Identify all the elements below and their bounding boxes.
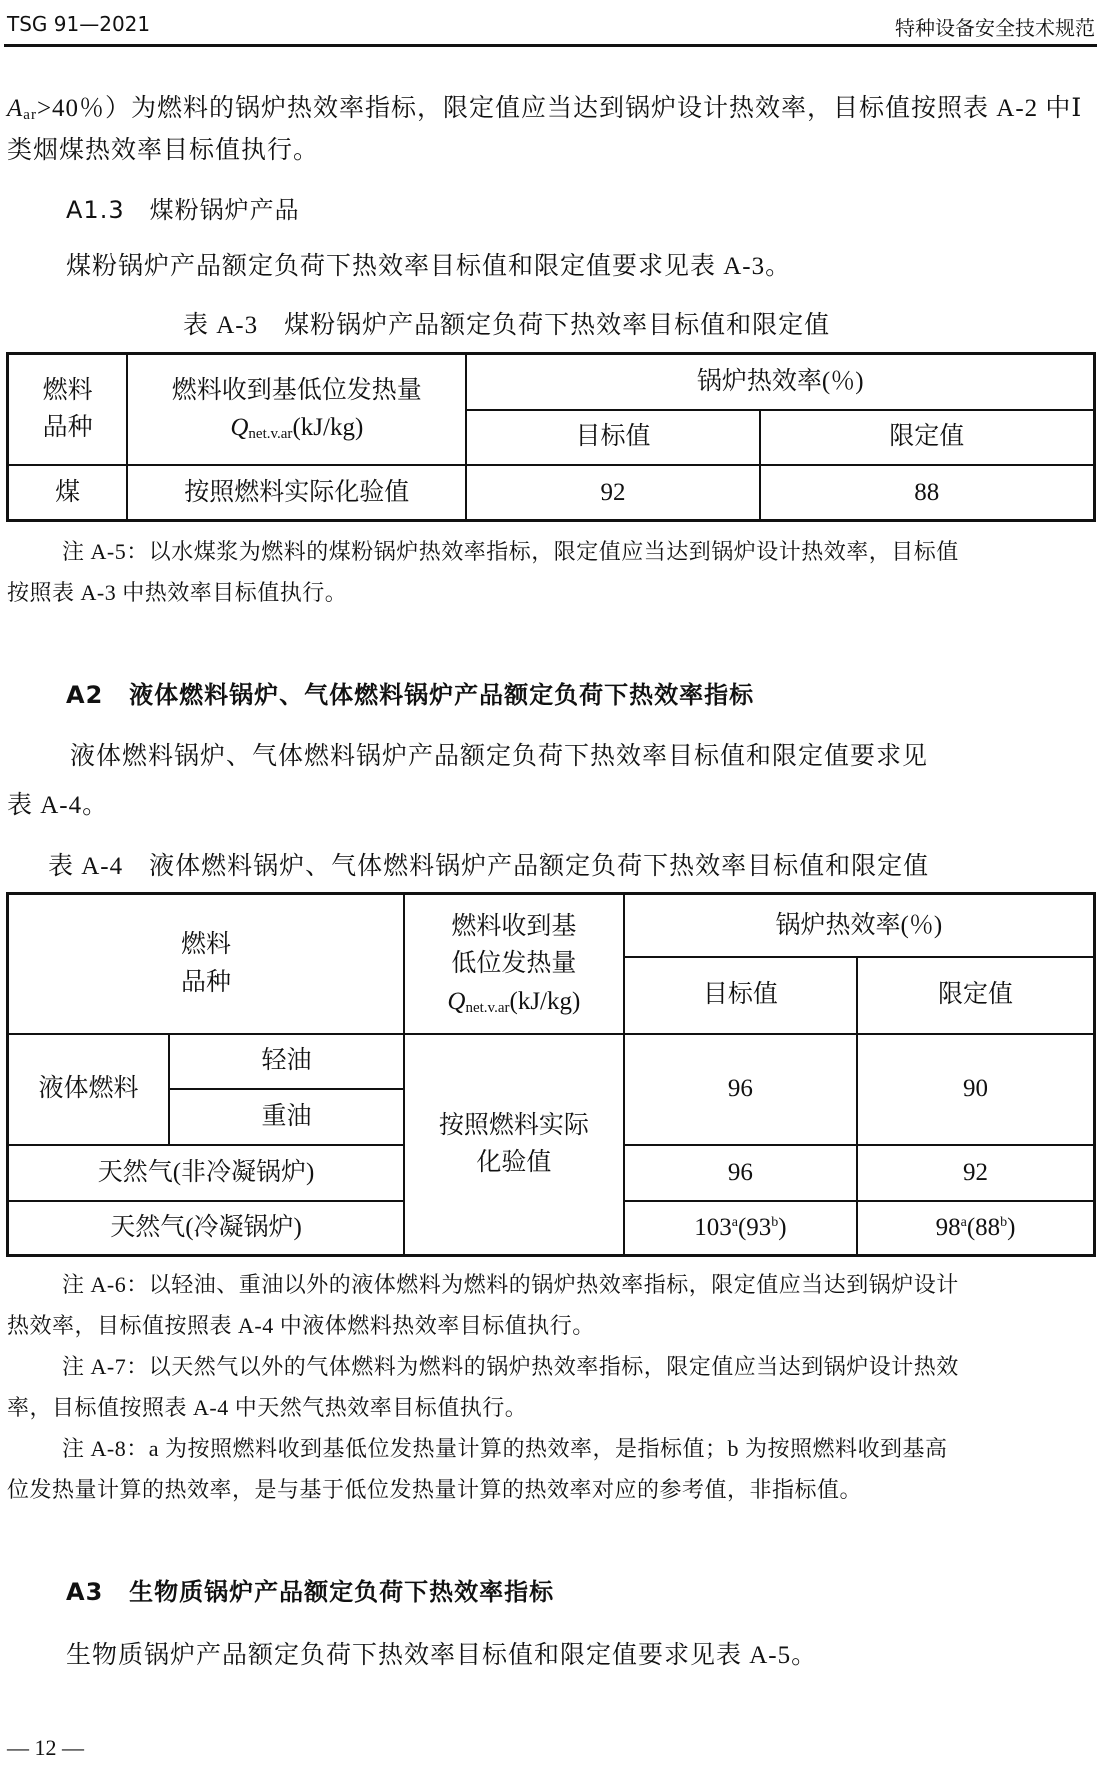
cell-fuel: 煤 xyxy=(8,465,128,521)
cell-fuel-heavy-oil: 重油 xyxy=(169,1089,404,1145)
header-fuel-type-line2: 品种 xyxy=(42,414,93,442)
note-a8-line1: 注 A-8：a 为按照燃料收到基低位发热量计算的热效率，是指标值；b 为按照燃料收到基高 xyxy=(62,1436,948,1461)
intro-line-1-text: >40％）为燃料的锅炉热效率指标，限定值应当达到锅炉设计热效率，目标值按照表 A-2 中Ⅰ xyxy=(36,95,1083,122)
ash-subscript: ar xyxy=(23,107,37,123)
limit-value: 98 xyxy=(935,1214,961,1241)
header-fuel-type-line1: 燃料 xyxy=(42,376,93,404)
cell-heat-merged xyxy=(404,1034,624,1256)
cell-fuel-ng-noncondensing: 天然气(非冷凝锅炉) xyxy=(8,1145,405,1201)
cell-heat-line2: 化验值 xyxy=(476,1149,552,1177)
header-target: 目标值 xyxy=(466,410,759,465)
header-heat-value-line2: 低位发热量 xyxy=(451,950,577,977)
table-row xyxy=(8,465,1095,521)
header-limit: 限定值 xyxy=(760,410,1095,465)
header-heat-symbol xyxy=(405,983,623,1021)
table-a3 xyxy=(6,352,1096,522)
header-fuel-type xyxy=(8,894,405,1034)
cell-fuel-ng-condensing: 天然气(冷凝锅炉) xyxy=(8,1201,405,1256)
header-target: 目标值 xyxy=(624,957,857,1034)
doc-code: TSG 91—2021 xyxy=(7,12,151,36)
cell-fuel-light-oil: 轻油 xyxy=(169,1034,404,1089)
target-alt: (93 xyxy=(737,1214,772,1241)
header-fuel-type-line2: 品种 xyxy=(181,968,232,996)
section-a2-title: 液体燃料锅炉、气体燃料锅炉产品额定负荷下热效率指标 xyxy=(129,681,755,709)
cell-target: 92 xyxy=(466,465,759,521)
cell-heat: 按照燃料实际化验值 xyxy=(127,465,466,521)
footnote-a: a xyxy=(731,1215,738,1230)
note-a5-line2: 按照表 A-3 中热效率目标值执行。 xyxy=(7,580,348,605)
paren-close: ) xyxy=(778,1214,787,1241)
note-a6-line2: 热效率，目标值按照表 A-4 中液体燃料热效率目标值执行。 xyxy=(7,1313,595,1338)
footnote-b: b xyxy=(771,1215,779,1230)
table-a4-caption: 表 A-4 液体燃料锅炉、气体燃料锅炉产品额定负荷下热效率目标值和限定值 xyxy=(48,853,930,880)
q-symbol: Q xyxy=(230,414,249,442)
header-efficiency: 锅炉热效率(％) xyxy=(466,354,1094,410)
section-a2-heading xyxy=(66,675,754,710)
section-a3-title: 生物质锅炉产品额定负荷下热效率指标 xyxy=(129,1578,555,1606)
limit-alt: (88 xyxy=(966,1214,1001,1241)
cell-liquid-group: 液体燃料 xyxy=(8,1034,169,1145)
section-a2-paragraph-line1: 液体燃料锅炉、气体燃料锅炉产品额定负荷下热效率目标值和限定值要求见 xyxy=(70,743,929,770)
header-efficiency: 锅炉热效率(％) xyxy=(624,894,1095,957)
page-number: — 12 — xyxy=(7,1735,84,1760)
intro-line-1 xyxy=(7,88,1082,124)
intro-line-2: 类烟煤热效率目标值执行。 xyxy=(7,137,320,164)
header-fuel-type xyxy=(8,354,128,465)
cell-limit: 88 xyxy=(760,465,1095,521)
header-heat-value-label: 燃料收到基低位发热量 xyxy=(171,376,422,404)
header-fuel-type-line1: 燃料 xyxy=(181,931,232,959)
section-a3-number: A3 xyxy=(66,1578,104,1606)
cell-liquid-limit: 90 xyxy=(857,1034,1094,1145)
section-a3-paragraph: 生物质锅炉产品额定负荷下热效率目标值和限定值要求见表 A-5。 xyxy=(66,1642,818,1669)
doc-series-title: 特种设备安全技术规范 xyxy=(895,16,1095,40)
table-row xyxy=(8,1034,1095,1089)
header-heat-value xyxy=(404,894,624,1034)
heat-unit: (kJ/kg) xyxy=(509,987,581,1015)
footnote-a: a xyxy=(960,1215,967,1230)
note-a6-line1: 注 A-6：以轻油、重油以外的液体燃料为燃料的锅炉热效率指标，限定值应当达到锅炉设计 xyxy=(62,1272,959,1297)
note-a7-line1: 注 A-7：以天然气以外的气体燃料为燃料的锅炉热效率指标，限定值应当达到锅炉设计热效 xyxy=(62,1354,959,1379)
section-a2-paragraph-line2: 表 A-4。 xyxy=(7,792,109,819)
section-a13-paragraph: 煤粉锅炉产品额定负荷下热效率目标值和限定值要求见表 A-3。 xyxy=(66,253,792,280)
table-a4 xyxy=(6,892,1096,1257)
target-value: 103 xyxy=(694,1214,732,1241)
header-heat-value-line1: 燃料收到基 xyxy=(451,912,577,940)
note-a8-line2: 位发热量计算的热效率，是与基于低位发热量计算的热效率对应的参考值，非指标值。 xyxy=(7,1477,863,1502)
q-symbol: Q xyxy=(447,987,466,1015)
section-a2-number: A2 xyxy=(66,681,104,709)
paren-close: ) xyxy=(1007,1214,1016,1241)
q-subscript: net.v.ar xyxy=(248,426,293,443)
header-heat-symbol xyxy=(128,409,465,447)
cell-target xyxy=(624,1201,857,1256)
cell-liquid-target: 96 xyxy=(624,1034,857,1145)
cell-target: 96 xyxy=(624,1145,857,1201)
footnote-b: b xyxy=(1000,1215,1008,1230)
cell-limit xyxy=(857,1201,1094,1256)
q-subscript: net.v.ar xyxy=(465,999,510,1016)
table-a3-caption: 表 A-3 煤粉锅炉产品额定负荷下热效率目标值和限定值 xyxy=(183,312,831,339)
cell-heat-line1: 按照燃料实际 xyxy=(438,1111,589,1139)
section-a13-heading: A1.3 煤粉锅炉产品 xyxy=(66,196,300,224)
cell-limit: 92 xyxy=(857,1145,1094,1201)
header-limit: 限定值 xyxy=(857,957,1094,1034)
header-rule xyxy=(4,44,1097,47)
note-a5-line1: 注 A-5：以水煤浆为燃料的煤粉锅炉热效率指标，限定值应当达到锅炉设计热效率，目标值 xyxy=(62,539,959,564)
section-a3-heading xyxy=(66,1572,554,1607)
ash-symbol: A xyxy=(7,95,24,122)
note-a7-line2: 率，目标值按照表 A-4 中天然气热效率目标值执行。 xyxy=(7,1395,528,1420)
header-heat-value xyxy=(127,354,466,465)
heat-unit: (kJ/kg) xyxy=(292,414,364,442)
